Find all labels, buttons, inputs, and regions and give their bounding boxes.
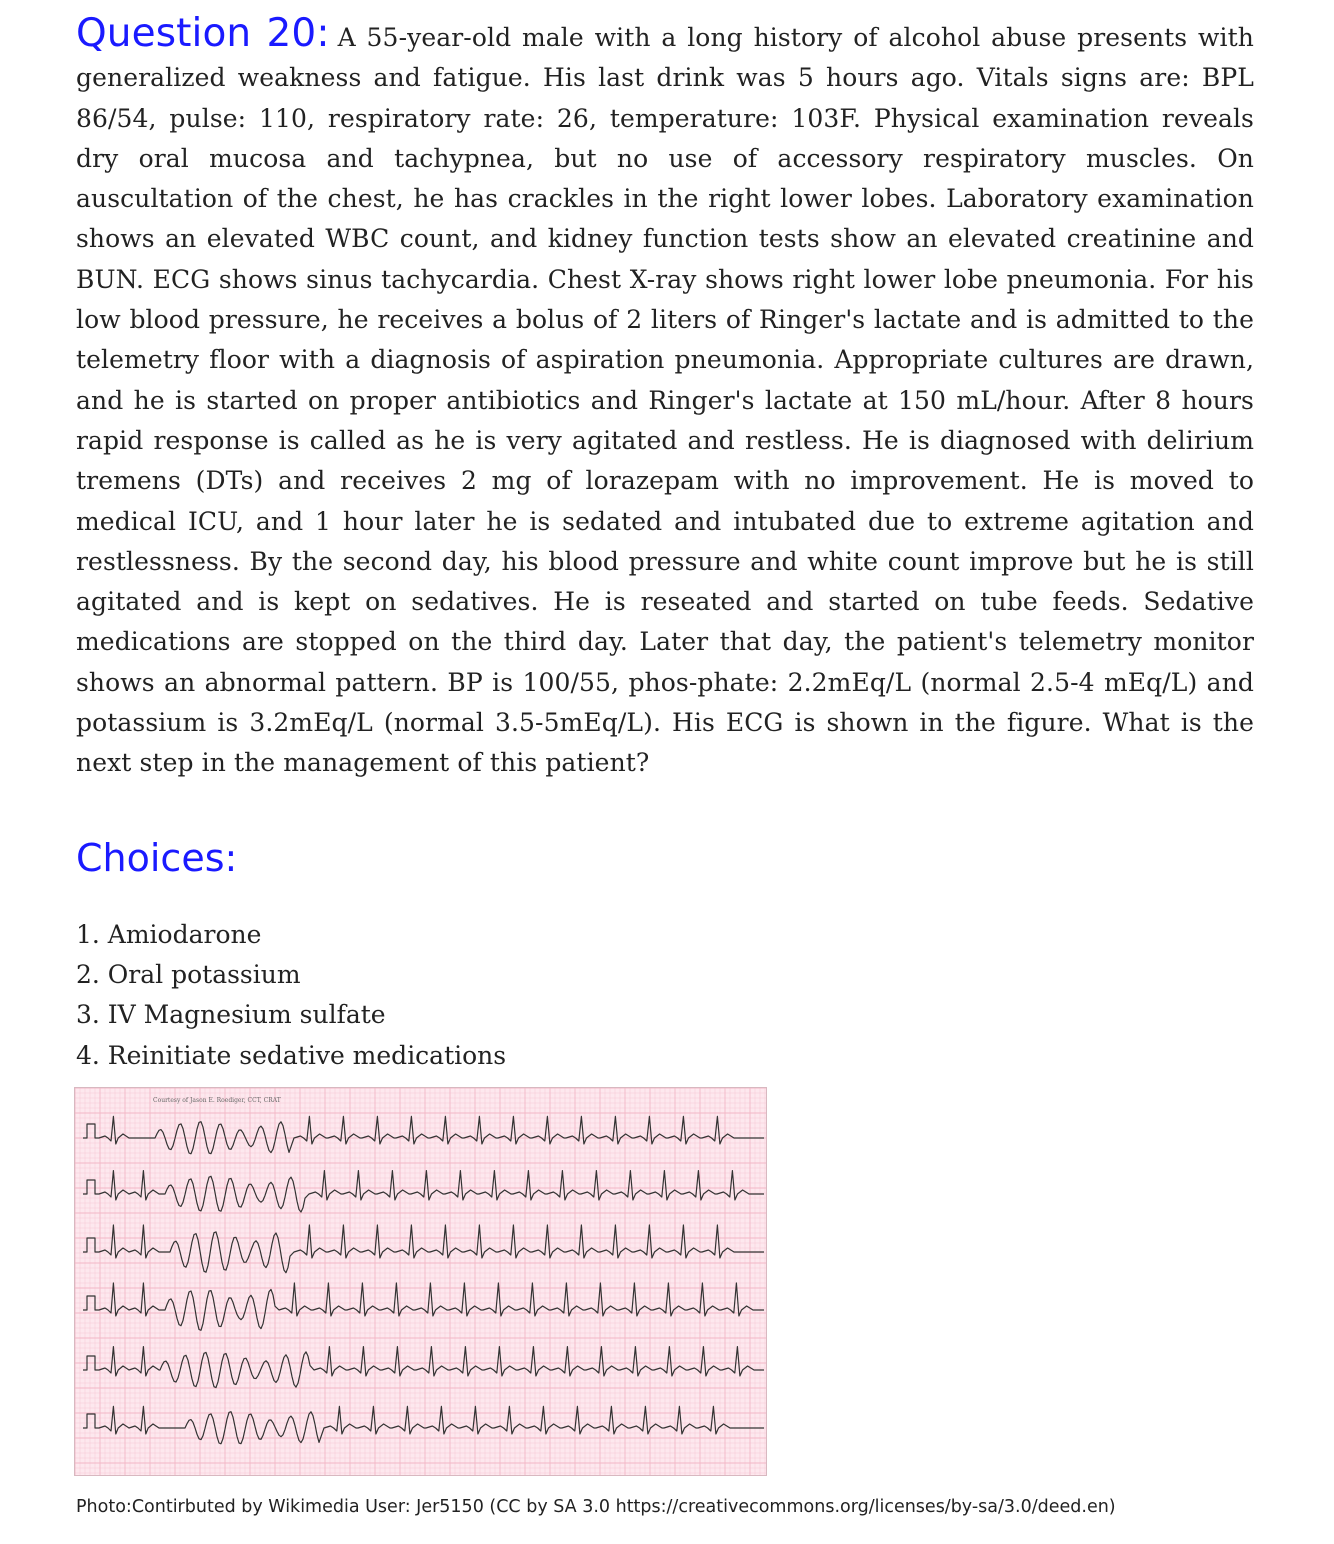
ecg-courtesy-text: Courtesy of Jason E. Roediger, CCT, CRAT: [153, 1097, 281, 1104]
ecg-figure: [74, 1087, 767, 1476]
choice-item-2[interactable]: 2. Oral potassium: [76, 959, 301, 989]
ecg-image: [75, 1088, 766, 1475]
choice-item-4[interactable]: 4. Reinitiate sedative medications: [76, 1040, 507, 1070]
ecg-grid: [75, 1088, 766, 1475]
choices-heading: Choices:: [76, 835, 238, 880]
choice-item-1[interactable]: 1. Amiodarone: [76, 919, 262, 949]
choice-item-3[interactable]: 3. IV Magnesium sulfate: [76, 1000, 386, 1030]
question-block: [76, 11, 1254, 784]
question-label: Question 20:: [76, 11, 330, 56]
question-page: [76, 11, 1254, 1076]
photo-credit: Photo:Contirbuted by Wikimedia User: Jer5150 (CC by SA 3.0 https://creativecommons.org/licenses/by-sa/3.0/deed.en): [76, 1497, 1116, 1517]
choice-list: [76, 915, 1254, 1076]
question-text: A 55-year-old male with a long history of alcohol abuse presents with generalized weakness and fatigue. His last drink was 5 hours ago. Vitals signs are: BPL 86/54, pulse: 110, respiratory rate: 26, temperature: 103F. Physical examination reveals dry oral mucosa and tachypnea, but no use of accessory respiratory muscles. On auscultation of the chest, he has crackles in the right lower lobes. Laboratory examination shows an elevated WBC count, and kidney function tests show an elevated creatinine and BUN. ECG shows sinus tachycardia. Chest X-ray shows right lower lobe pneumonia. For his low blood pressure, he receives a bolus of 2 liters of Ringer's lactate and is admitted to the telemetry floor with a diagnosis of aspiration pneumonia. Appropriate cultures are drawn, and he is started on proper antibiotics and Ringer's lactate at 150 mL/hour. After 8 hours rapid response is called as he is very agitated and restless. He is diagnosed with delirium tremens (DTs) and receives 2 mg of lorazepam with no improvement. He is moved to medical ICU, and 1 hour later he is sedated and intubated due to extreme agitation and restlessness. By the second day, his blood pressure and white count improve but he is still agitated and is kept on sedatives. He is reseated and started on tube feeds. Sedative medications are stopped on the third day. Later that day, the patient's telemetry monitor shows an abnormal pattern. BP is 100/55, phos-phate: 2.2mEq/L (normal 2.5-4 mEq/L) and potassium is 3.2mEq/L (normal 3.5-5mEq/L). His ECG is shown in the figure. What is the next step in the management of this patient?: [76, 23, 1254, 778]
